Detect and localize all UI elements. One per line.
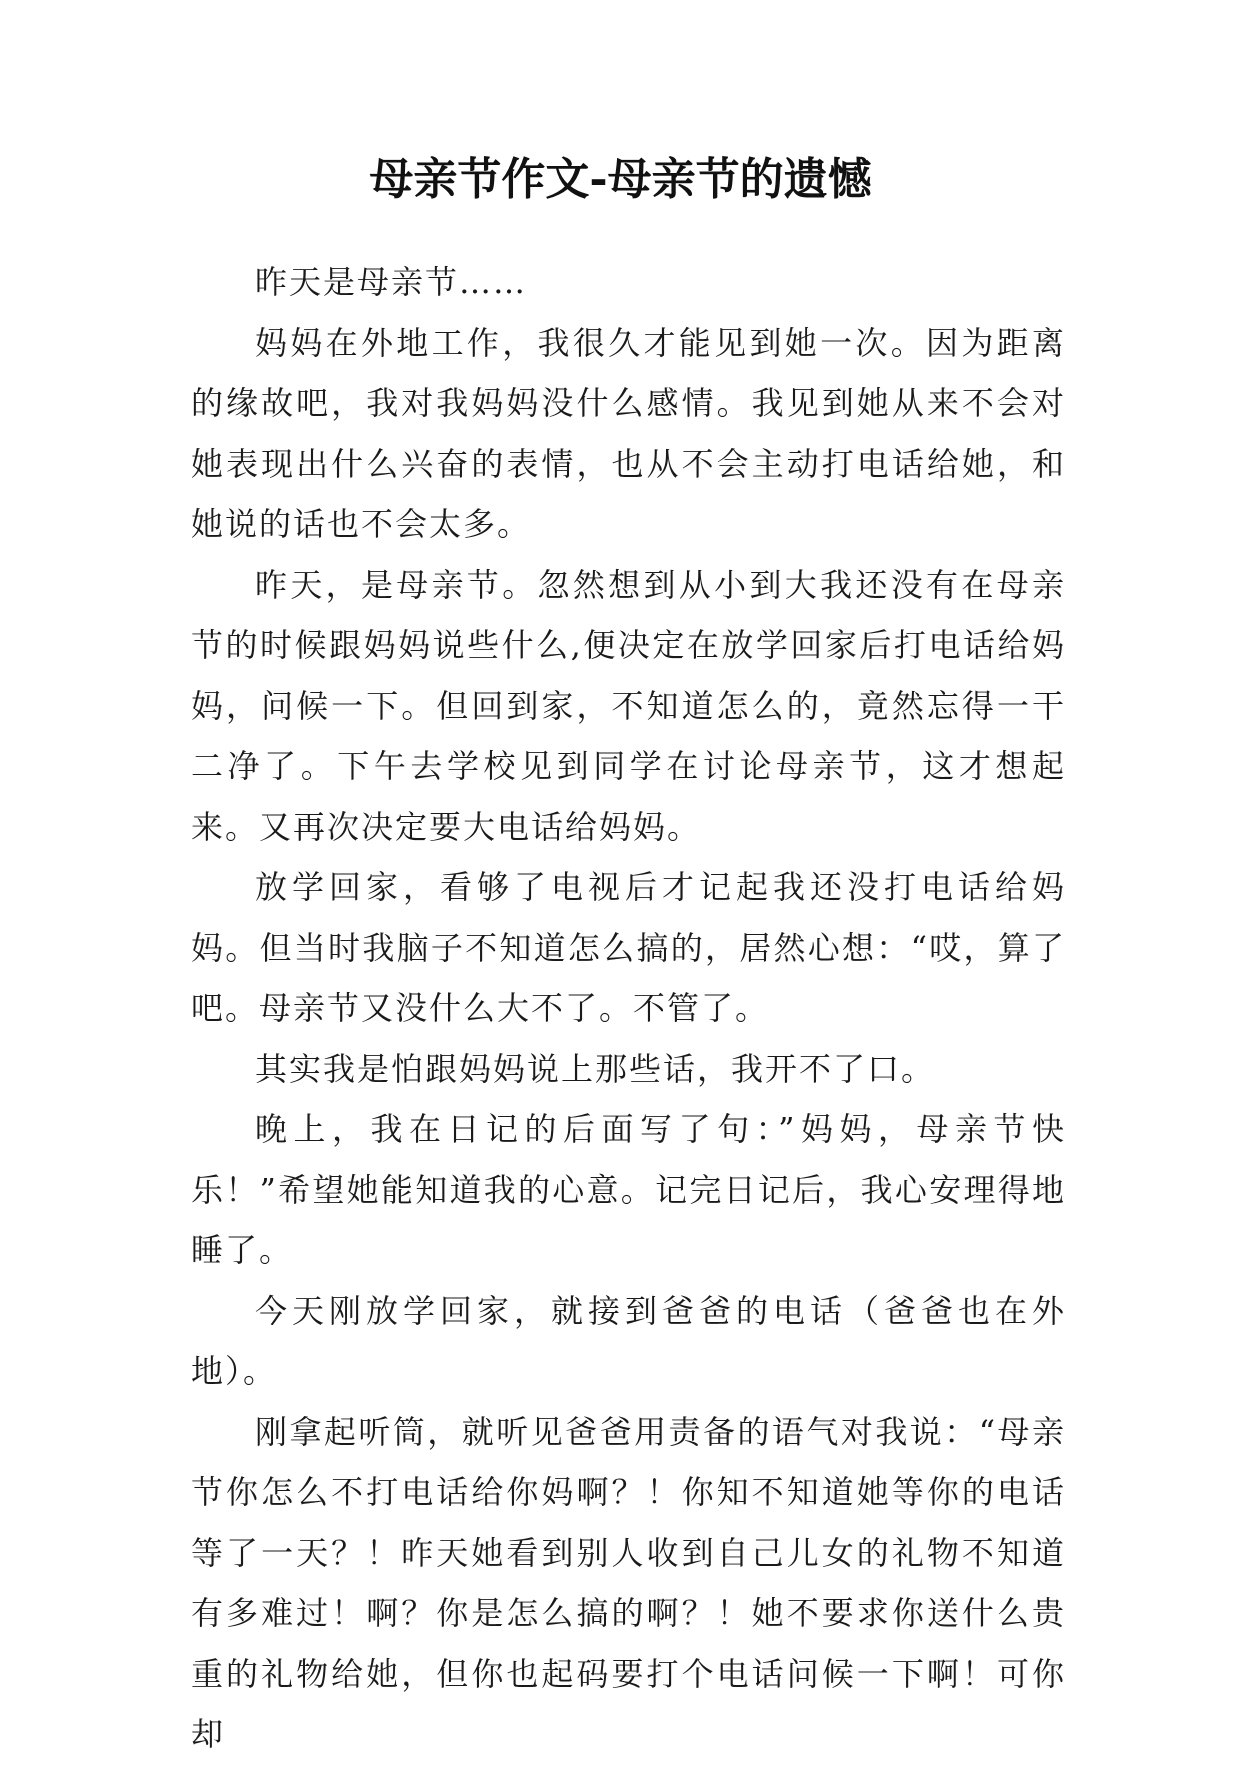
document-title: 母亲节作文-母亲节的遗憾 bbox=[369, 154, 872, 205]
paragraph: 今天刚放学回家，就接到爸爸的电话（爸爸也在外地）。 bbox=[191, 1291, 1066, 1390]
paragraph: 晚上，我在日记的后面写了句：”妈妈，母亲节快乐！”希望她能知道我的心意。记完日记后，我心安理得地睡了。 bbox=[191, 1110, 1066, 1269]
paragraph: 其实我是怕跟妈妈说上那些话，我开不了口。 bbox=[255, 1049, 936, 1088]
paragraph: 妈妈在外地工作，我很久才能见到她一次。因为距离的缘故吧，我对我妈妈没什么感情。我见到她从来不会对她表现出什么兴奋的表情，也从不会主动打电话给她，和她说的话也不会太多。 bbox=[191, 323, 1066, 543]
paragraph: 刚拿起听筒，就听见爸爸用责备的语气对我说：“母亲节你怎么不打电话给你妈啊？！你知不知道她等你的电话等了一天？！昨天她看到别人收到自己儿女的礼物不知道有多难过！啊？你是怎么搞的啊？！她不要求你送什么贵重的礼物给她，但你也起码要打个电话问候一下啊！可你却 bbox=[191, 1412, 1066, 1753]
paragraph: 昨天，是母亲节。忽然想到从小到大我还没有在母亲节的时候跟妈妈说些什么,便决定在放学回家后打电话给妈妈，问候一下。但回到家，不知道怎么的，竟然忘得一干二净了。下午去学校见到同学在讨论母亲节，这才想起来。又再次决定要大电话给妈妈。 bbox=[191, 565, 1066, 846]
document-body bbox=[191, 252, 1066, 1765]
paragraph: 放学回家，看够了电视后才记起我还没打电话给妈妈。但当时我脑子不知道怎么搞的，居然心想：“哎，算了吧。母亲节又没什么大不了。不管了。 bbox=[191, 868, 1066, 1027]
paragraph: 昨天是母亲节…… bbox=[255, 263, 528, 301]
